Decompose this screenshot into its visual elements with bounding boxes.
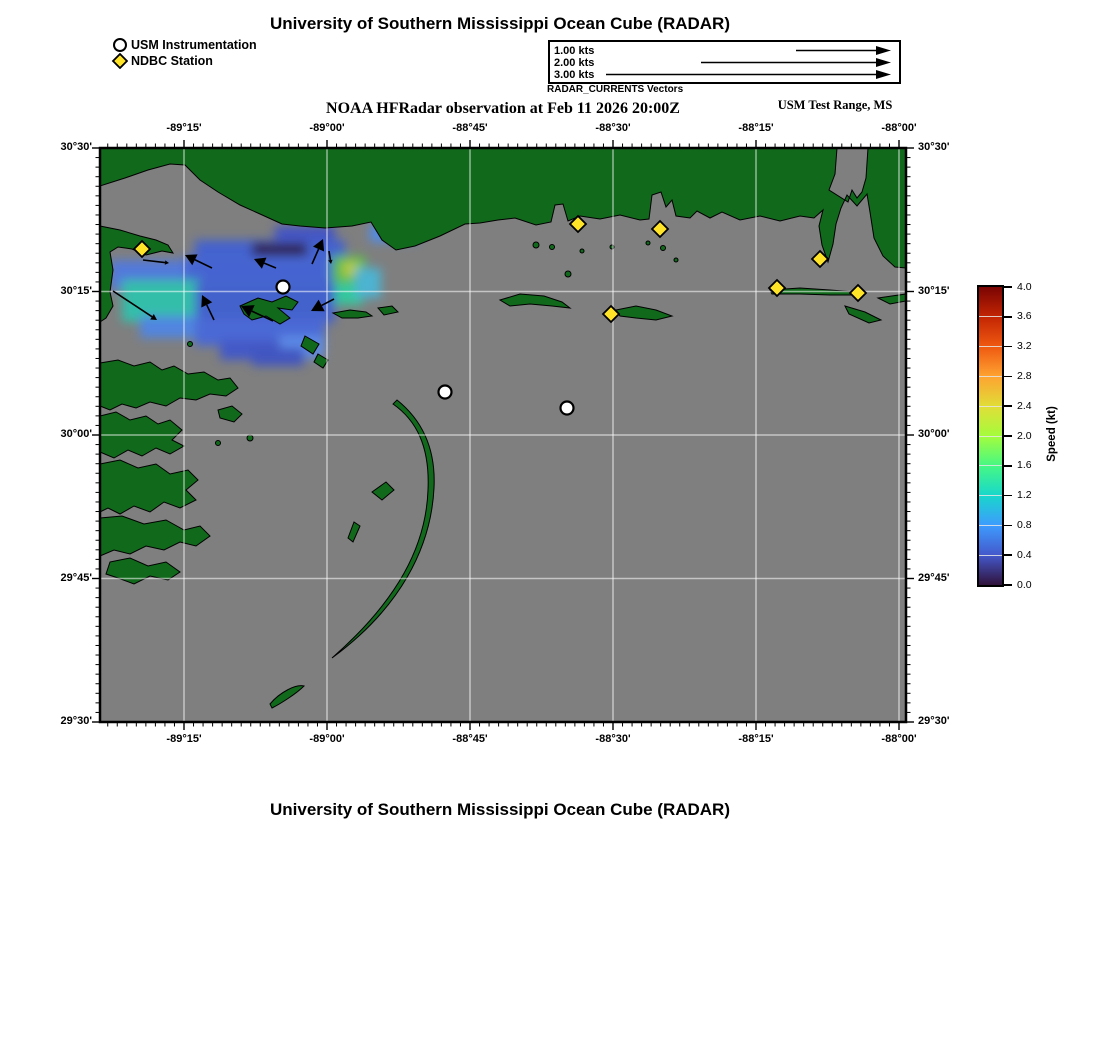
scale-arrow-head — [876, 46, 891, 55]
islet-dot — [661, 246, 666, 251]
map-canvas — [100, 148, 906, 722]
scale-arrow-label: 2.00 kts — [554, 56, 595, 69]
axis-tick-label: 29°45' — [918, 571, 950, 584]
axis-tick-label: 29°30' — [60, 715, 92, 727]
observation-title: NOAA HFRadar observation at Feb 11 2026 20:00Z — [326, 100, 680, 117]
axis-tick-label: -89°15' — [166, 733, 202, 745]
colorbar-tick-label: 3.2 — [1017, 340, 1032, 353]
colorbar-tick — [1004, 346, 1012, 348]
colorbar — [977, 280, 1032, 591]
colorbar-gridline — [979, 525, 1002, 526]
map-plot-area — [60, 122, 950, 745]
usm-circle-icon — [110, 37, 128, 53]
axis-tick-label: -88°30' — [595, 122, 631, 134]
axis-tick-label: 29°45' — [60, 571, 92, 584]
colorbar-tick — [1004, 316, 1012, 318]
legend-row-ndbc — [110, 53, 257, 69]
axis-tick-label: -88°30' — [595, 733, 631, 745]
scale-arrow-label: 3.00 kts — [554, 68, 595, 81]
legend-label-usm: USM Instrumentation — [131, 38, 257, 52]
colorbar-tick — [1004, 376, 1012, 378]
islet-dot — [646, 241, 650, 245]
station-legend — [110, 37, 257, 69]
scale-arrow-head — [876, 58, 891, 67]
colorbar-tick — [1004, 286, 1012, 288]
axis-tick-label: -88°45' — [452, 733, 488, 745]
colorbar-gridline — [979, 555, 1002, 556]
colorbar-tick — [1004, 584, 1012, 586]
islet-dot — [247, 435, 253, 441]
vector-scale-box — [548, 40, 901, 84]
axis-tick-label: 29°30' — [918, 715, 950, 727]
colorbar-tick-label: 4.0 — [1017, 280, 1032, 293]
colorbar-tick — [1004, 525, 1012, 527]
legend-row-usm — [110, 37, 257, 53]
colorbar-tick-label: 2.4 — [1017, 399, 1032, 412]
axis-tick-label: 30°15' — [918, 284, 950, 297]
vector-scale-caption: RADAR_CURRENTS Vectors — [547, 84, 684, 95]
ndbc-diamond-icon — [110, 53, 128, 69]
colorbar-tick — [1004, 465, 1012, 467]
islet-dot — [580, 249, 584, 253]
axis-tick-label: -89°00' — [309, 122, 345, 134]
colorbar-tick-label: 1.2 — [1017, 489, 1032, 502]
scale-arrow-label: 1.00 kts — [554, 44, 595, 57]
colorbar-tick — [1004, 495, 1012, 497]
axis-tick-label: 30°30' — [918, 141, 950, 153]
islet-dot — [533, 242, 539, 248]
colorbar-gridline — [979, 316, 1002, 317]
vector-scale-arrows — [550, 42, 899, 82]
axis-tick-label: -88°15' — [738, 733, 774, 745]
colorbar-tick — [1004, 435, 1012, 437]
islet-dot — [550, 245, 555, 250]
colorbar-gridline — [979, 436, 1002, 437]
colorbar-gridline — [979, 465, 1002, 466]
axis-tick-label: -89°15' — [166, 122, 202, 134]
islet-dot — [188, 342, 193, 347]
axis-tick-label: -88°00' — [881, 733, 917, 745]
usm-station-marker — [561, 402, 574, 415]
axis-tick-label: -88°15' — [738, 122, 774, 134]
legend-label-ndbc: NDBC Station — [131, 54, 213, 68]
axis-tick-label: -88°00' — [881, 122, 917, 134]
usm-station-marker — [439, 386, 452, 399]
islet-dot — [565, 271, 571, 277]
colorbar-gridline — [979, 376, 1002, 377]
colorbar-tick-label: 3.6 — [1017, 310, 1032, 323]
axis-tick-label: 30°30' — [60, 141, 92, 153]
colorbar-tick — [1004, 405, 1012, 407]
colorbar-gridline — [979, 346, 1002, 347]
colorbar-gridline — [979, 406, 1002, 407]
colorbar-tick — [1004, 554, 1012, 556]
islet-dot — [674, 258, 678, 262]
axis-tick-label: 30°00' — [918, 428, 950, 440]
colorbar-gridline — [979, 495, 1002, 496]
axis-tick-label: -88°45' — [452, 122, 488, 134]
colorbar-tick-label: 0.8 — [1017, 518, 1032, 531]
usm-station-marker — [277, 281, 290, 294]
axis-tick-label: 30°00' — [60, 428, 92, 440]
colorbar-tick-label: 1.6 — [1017, 459, 1032, 472]
scale-arrow-head — [876, 70, 891, 79]
figure-title-top: University of Southern Mississippi Ocean Cube (RADAR) — [269, 14, 730, 33]
axis-tick-label: 30°15' — [60, 284, 92, 297]
colorbar-tick-label: 0.4 — [1017, 548, 1032, 561]
axis-tick-label: -89°00' — [309, 733, 345, 745]
colorbar-tick-label: 2.8 — [1017, 369, 1032, 382]
colorbar-tick-label: 0.0 — [1017, 578, 1032, 591]
test-range-label: USM Test Range, MS — [777, 98, 893, 112]
figure-title-bottom: University of Southern Mississippi Ocean Cube (RADAR) — [269, 800, 730, 819]
colorbar-tick-label: 2.0 — [1017, 429, 1032, 442]
colorbar-title: Speed (kt) — [1046, 406, 1058, 462]
islet-dot — [216, 441, 221, 446]
